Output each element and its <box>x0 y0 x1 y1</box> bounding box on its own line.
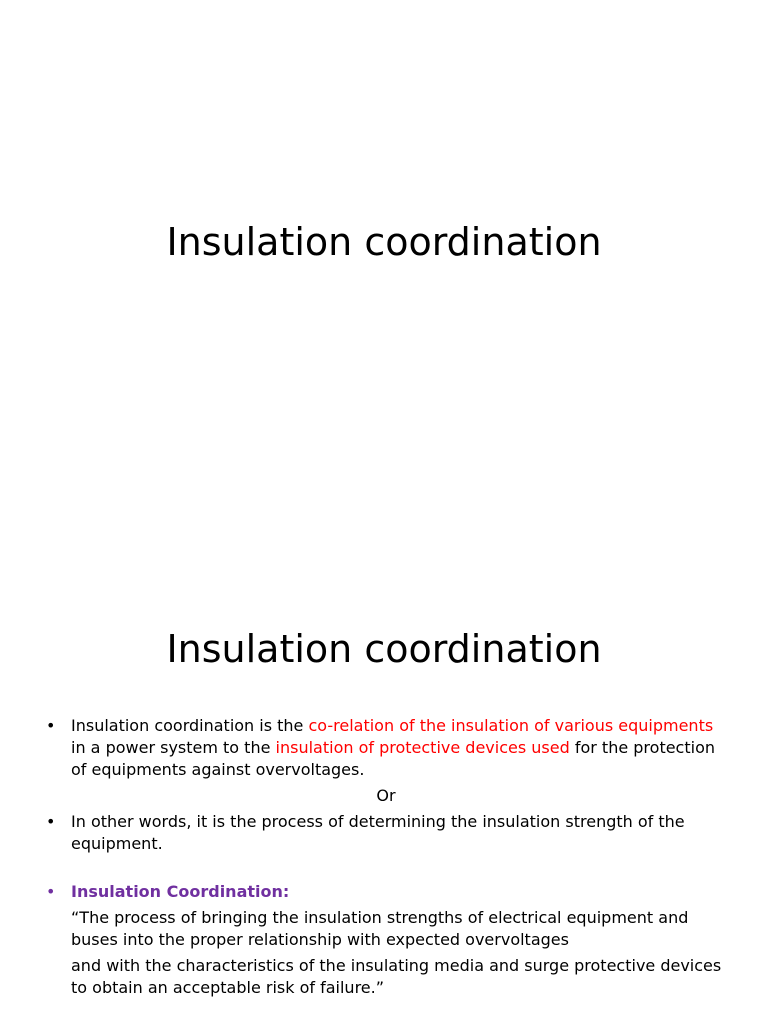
bullet-definition <box>46 715 726 781</box>
definition-text-3: for the protection of equipments against overvoltages. <box>71 738 715 779</box>
bullet-other-words <box>46 811 726 855</box>
or-separator: Or <box>376 786 396 805</box>
bullet-dot-icon: • <box>46 812 56 831</box>
other-words-text: In other words, it is the process of determining the insulation strength of the equipment. <box>71 812 685 853</box>
bullet-dot-icon: • <box>46 716 56 735</box>
insulation-coordination-label: Insulation Coordination: <box>71 882 290 901</box>
definition-highlight-2: insulation of protective devices used <box>275 738 570 757</box>
bullet-dot-icon: • <box>46 882 56 901</box>
definition-highlight-1: co-relation of the insulation of various equipments <box>308 716 714 735</box>
bullet-label <box>46 881 726 903</box>
definition-text-2: in a power system to the <box>71 738 276 757</box>
spacer <box>46 855 726 881</box>
definition-text-1: Insulation coordination is the <box>71 716 309 735</box>
slide-2-content <box>46 715 726 1003</box>
definition-quote <box>46 907 726 999</box>
slide-2-title: Insulation coordination <box>166 627 602 671</box>
quote-line-1: “The process of bringing the insulation strengths of electrical equipment and buses into the proper relationship with expected overvoltages <box>71 908 689 949</box>
slide-2 <box>0 512 768 1024</box>
quote-line-2: and with the characteristics of the insulating media and surge protective devices to obtain an acceptable risk of failure.” <box>71 956 722 997</box>
slide-1-title: Insulation coordination <box>166 220 602 264</box>
